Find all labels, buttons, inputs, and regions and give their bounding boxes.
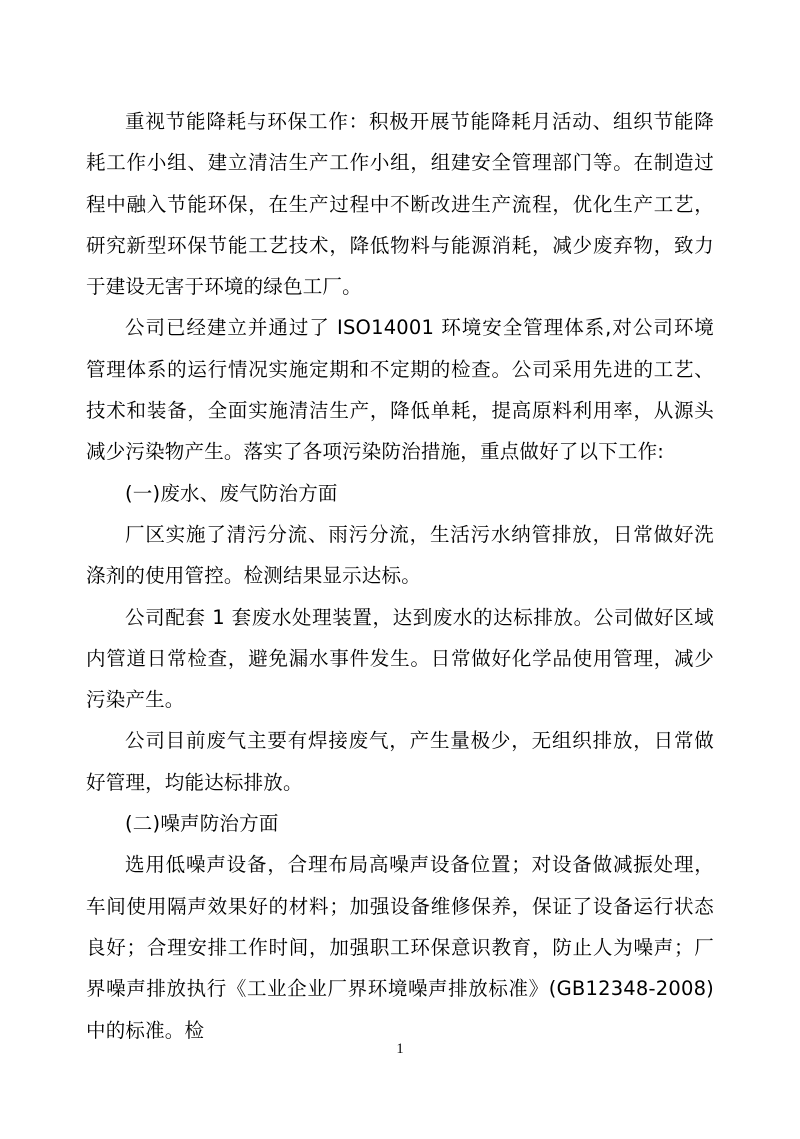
page-number: 1 — [396, 1041, 404, 1057]
paragraph-waste-gas: 公司目前废气主要有焊接废气，产生量极少，无组织排放，日常做好管理，均能达标排放。 — [86, 729, 714, 794]
section-heading-wastewater: (一)废水、废气防治方面 — [125, 481, 338, 505]
document-body — [86, 101, 714, 1051]
paragraph-energy-saving: 重视节能降耗与环保工作：积极开展节能降耗月活动、组织节能降耗工作小组、建立清洁生产工作小组，组建安全管理部门等。在制造过程中融入节能环保，在生产过程中不断改进生产流程，优化生产工艺，研究新型环保节能工艺技术，降低物料与能源消耗，减少废弃物，致力于建设无害于环境的绿色工厂。 — [86, 110, 714, 299]
paragraph-drainage: 厂区实施了清污分流、雨污分流，生活污水纳管排放，日常做好洗涤剂的使用管控。检测结果显示达标。 — [86, 522, 714, 588]
page-footer — [0, 1038, 800, 1058]
section-heading-noise: (二)噪声防治方面 — [125, 812, 279, 836]
paragraph-wastewater-treatment: 公司配套 1 套废水处理装置，达到废水的达标排放。公司做好区域内管道日常检查，避免漏水事件发生。日常做好化学品使用管理，减少污染产生。 — [86, 605, 714, 712]
paragraph-noise-control: 选用低噪声设备，合理布局高噪声设备位置；对设备做减振处理，车间使用隔声效果好的材料；加强设备维修保养，保证了设备运行状态良好；合理安排工作时间，加强职工环保意识教育，防止人为噪声；厂界噪声排放执行《工业企业厂界环境噪声排放标准》(GB12348-2008)中的标准。检 — [86, 853, 714, 1042]
paragraph-iso14001: 公司已经建立并通过了 ISO14001 环境安全管理体系,对公司环境管理体系的运行情况实施定期和不定期的检查。公司采用先进的工艺、技术和装备，全面实施清洁生产，降低单耗，提高原料利用率，从源头减少污染物产生。落实了各项污染防治措施，重点做好了以下工作: — [86, 316, 714, 464]
